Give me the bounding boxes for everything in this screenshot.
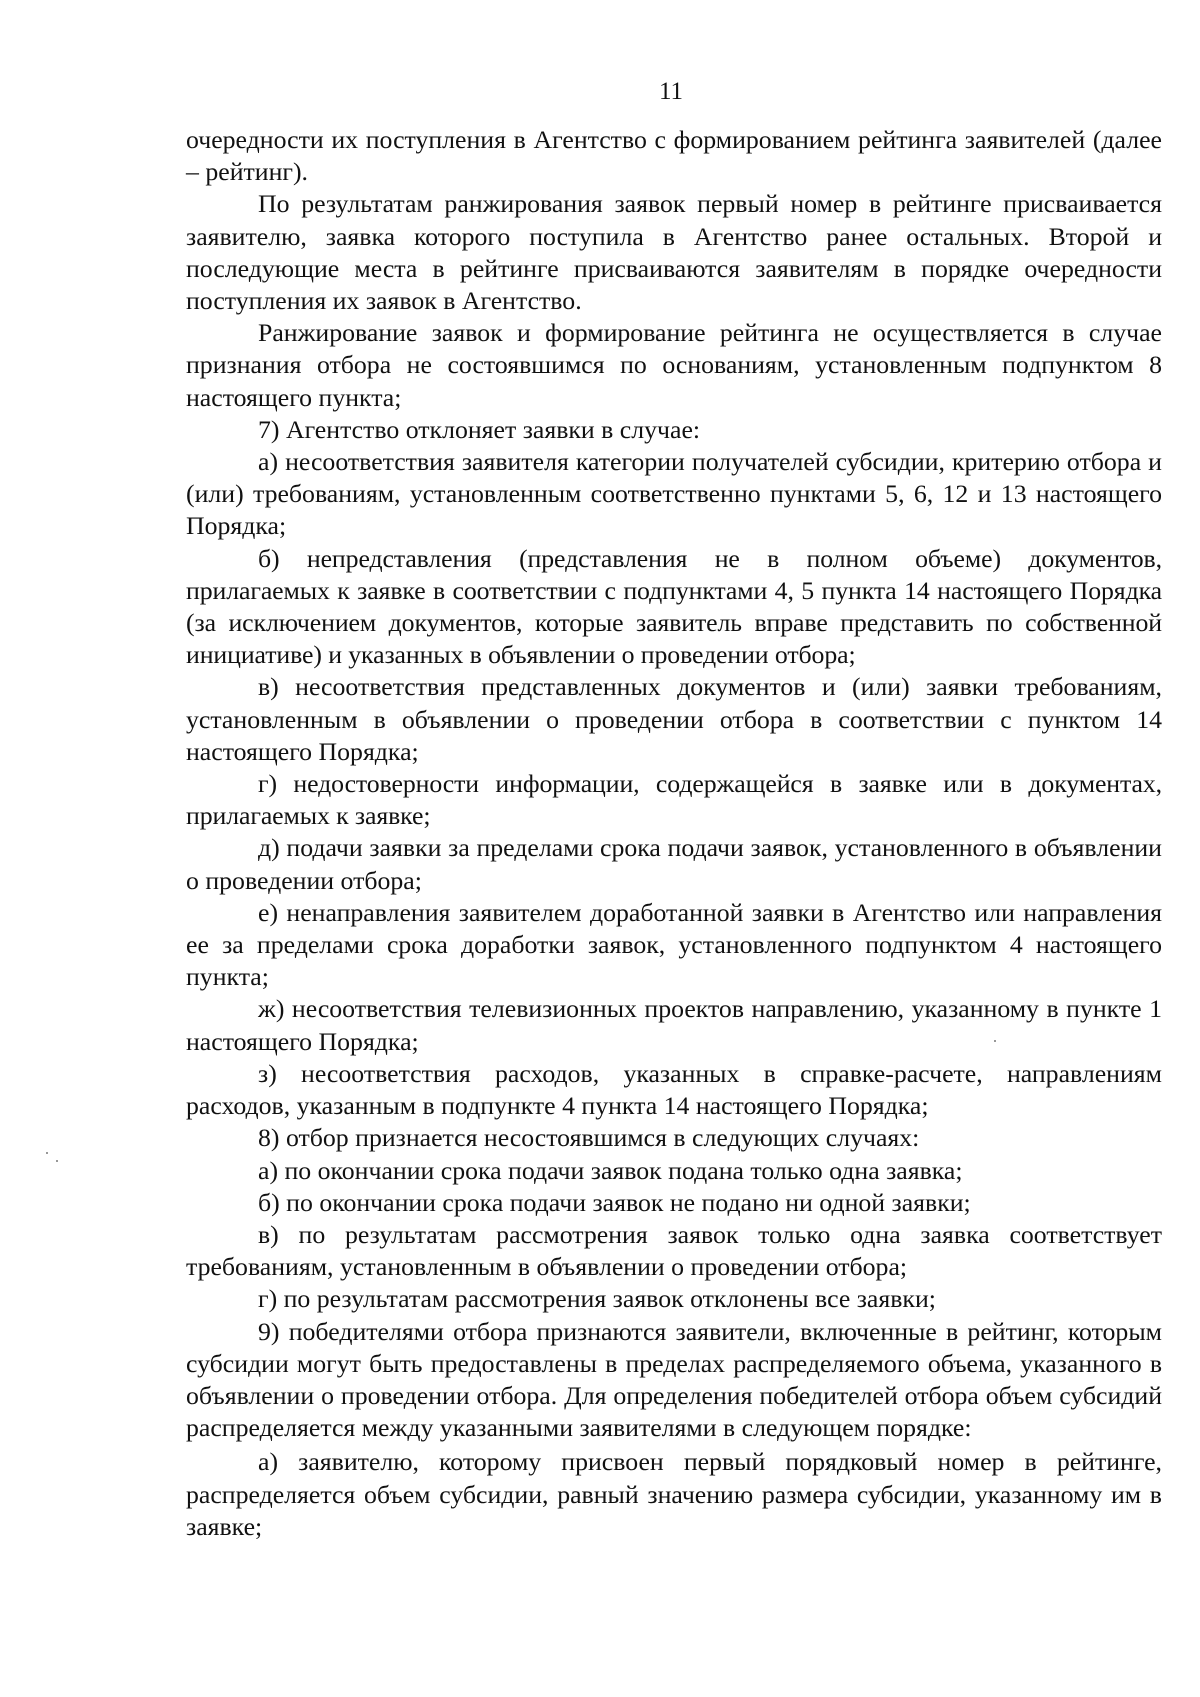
- document-body: [186, 124, 1162, 1543]
- paragraph-item-9-winners: 9) победителями отбора признаются заявители, включенные в рейтинг, которым субсидии могут быть предоставлены в пределах распределяемого объема, указанного в объявлении о проведении отбора. Для определения победителей отбора объем субсидий распределяется между указанными заявителями в следующем порядке:: [186, 1316, 1162, 1443]
- paragraph-continuation: очередности их поступления в Агентство с формированием рейтинга заявителей (далее – рейтинг).: [186, 125, 1162, 187]
- paragraph-item-8-failed-selection: 8) отбор признается несостоявшимся в следующих случаях:: [258, 1123, 920, 1153]
- scan-speck: [56, 1160, 58, 1162]
- paragraph-item-7zh: ж) несоответствия телевизионных проектов направлению, указанному в пункте 1 настоящего Порядка;: [186, 994, 1162, 1056]
- paragraph-item-7g: г) недостоверности информации, содержащейся в заявке или в документах, прилагаемых к заявке;: [186, 769, 1162, 831]
- paragraph-item-8g: г) по результатам рассмотрения заявок отклонены все заявки;: [258, 1284, 936, 1314]
- paragraph-ranking-first-number: По результатам ранжирования заявок первый номер в рейтинге присваивается заявителю, заявка которого поступила в Агентство ранее остальных. Второй и последующие места в рейтинге присваиваются заявителям в порядке очередности поступления их заявок в Агентство.: [186, 189, 1162, 316]
- scan-speck: [46, 1152, 48, 1154]
- paragraph-item-7-rejection: 7) Агентство отклоняет заявки в случае:: [258, 414, 701, 444]
- paragraph-item-7b: б) непредставления (представления не в полном объеме) документов, прилагаемых к заявке в соответствии с подпунктами 4, 5 пункта 14 настоящего Порядка (за исключением документов, которые заявитель вправе представить по собственной инициативе) и указанных в объявлении о проведении отбора;: [186, 543, 1162, 670]
- paragraph-item-7d: д) подачи заявки за пределами срока подачи заявок, установленного в объявлении о проведении отбора;: [186, 833, 1162, 895]
- paragraph-item-8b: б) по окончании срока подачи заявок не подано ни одной заявки;: [258, 1187, 971, 1217]
- paragraph-ranking-not-performed: Ранжирование заявок и формирование рейтинга не осуществляется в случае признания отбора не состоявшимся по основаниям, установленным подпунктом 8 настоящего пункта;: [186, 318, 1162, 412]
- paragraph-item-9a: а) заявителю, которому присвоен первый порядковый номер в рейтинге, распределяется объем субсидии, равный значению размера субсидии, указанному им в заявке;: [186, 1447, 1162, 1541]
- page-number: 11: [658, 78, 684, 105]
- paragraph-item-7v: в) несоответствия представленных документов и (или) заявки требованиям, установленным в объявлении о проведении отбора в соответствии с пунктом 14 настоящего Порядка;: [186, 672, 1162, 766]
- paragraph-item-8a: а) по окончании срока подачи заявок подана только одна заявка;: [258, 1155, 963, 1185]
- paragraph-item-7a: а) несоответствия заявителя категории получателей субсидии, критерию отбора и (или) требованиям, установленным соответственно пунктами 5, 6, 12 и 13 настоящего Порядка;: [186, 447, 1162, 541]
- paragraph-item-7z: з) несоответствия расходов, указанных в справке-расчете, направлениям расходов, указанным в подпункте 4 пункта 14 настоящего Порядка;: [186, 1058, 1162, 1121]
- paragraph-item-8v: в) по результатам рассмотрения заявок только одна заявка соответствует требованиям, установленным в объявлении о проведении отбора;: [186, 1219, 1162, 1282]
- scan-speck: [994, 1040, 996, 1042]
- paragraph-item-7e: е) ненаправления заявителем доработанной заявки в Агентство или направления ее за пределами срока доработки заявок, установленного подпунктом 4 настоящего пункта;: [186, 897, 1162, 992]
